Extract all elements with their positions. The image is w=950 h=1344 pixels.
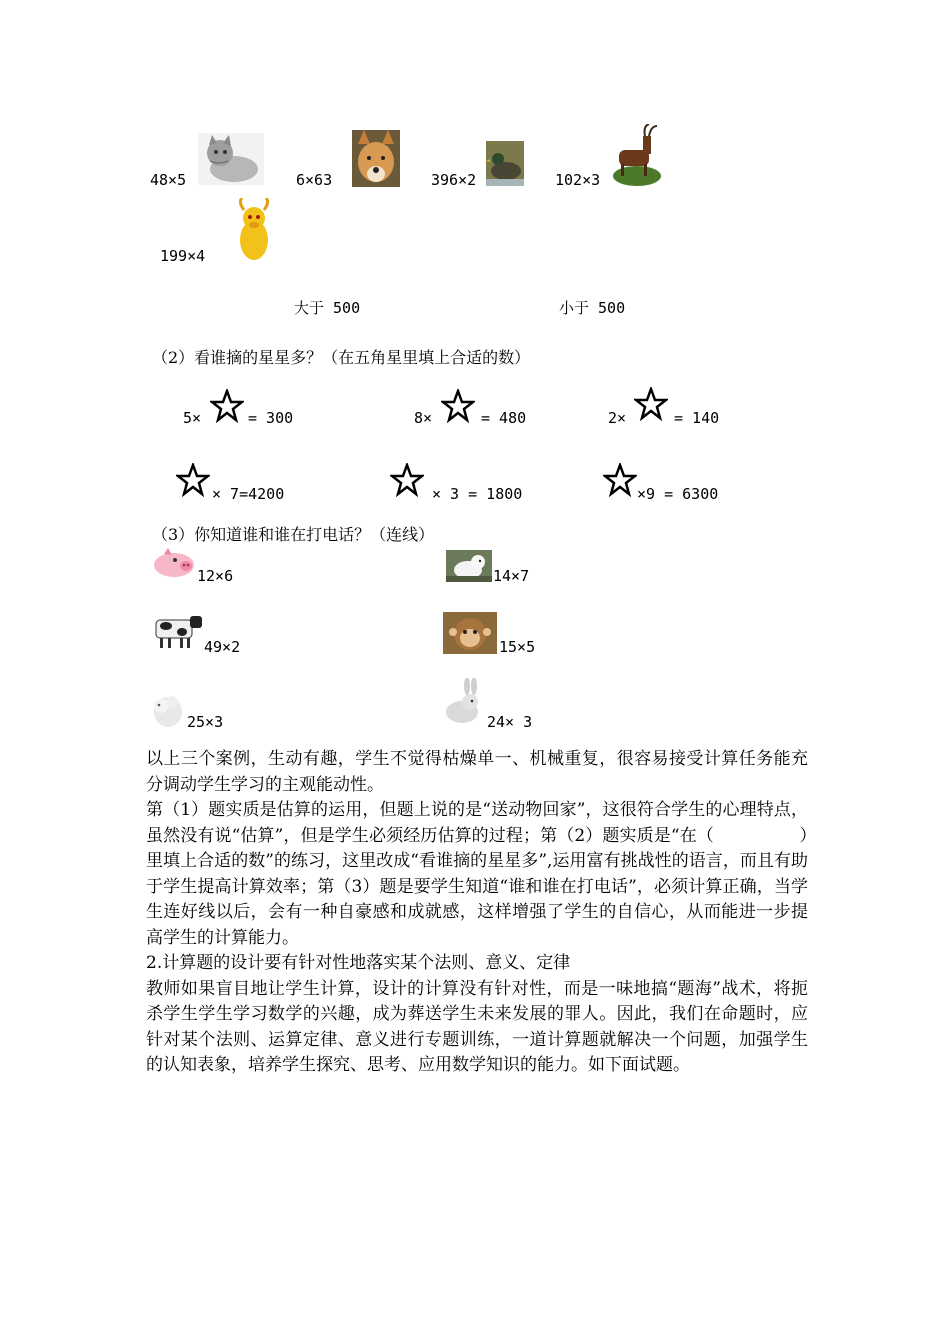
- star-eq-2-left: 8×: [414, 409, 433, 427]
- star-eq-3-left: 2×: [608, 409, 627, 427]
- dog-icon: [352, 130, 400, 187]
- home-greater-than-500: 大于 500: [294, 299, 361, 317]
- star-blank-2[interactable]: [441, 389, 475, 423]
- dog-expression: 6×63: [296, 171, 333, 189]
- goat-expression: 102×3: [555, 171, 601, 189]
- star-blank-6[interactable]: [603, 463, 637, 497]
- cat-expression: 48×5: [150, 171, 187, 189]
- paragraph-design: 教师如果盲目地让学生计算，设计的计算没有针对性，而是一味地搞“题海”战术，将扼杀学生学生学习数学的兴趣，成为葬送学生未来发展的罪人。因此，我们在命题时，应针对某个法则、运算定律、意义进行专题训练，一道计算题就解决一个问题，加强学生的认知表象，培养学生探究、思考、应用数学知识的能力。如下面试题。: [146, 978, 808, 1075]
- pig-icon: [150, 548, 198, 580]
- white-dog-expression[interactable]: 14×7: [493, 567, 530, 585]
- duck-icon: [486, 141, 524, 186]
- white-dog-icon: [446, 550, 492, 582]
- monkey-expression[interactable]: 15×5: [499, 638, 536, 656]
- star-eq-2-right: = 480: [481, 409, 527, 427]
- sheep-icon: [150, 690, 184, 730]
- star-blank-4[interactable]: [176, 463, 210, 497]
- star-blank-3[interactable]: [634, 387, 668, 421]
- monkey-icon: [443, 612, 497, 654]
- cat-icon: [198, 133, 264, 185]
- part2-heading: （2）看谁摘的星星多？（在五角星里填上合适的数）: [152, 348, 531, 367]
- pig-expression[interactable]: 12×6: [197, 567, 234, 585]
- star-eq-1-left: 5×: [183, 409, 202, 427]
- star-eq-6-right: ×9 = 6300: [637, 485, 719, 503]
- body-text: [146, 747, 808, 1079]
- section-heading-2: 2.计算题的设计要有针对性地落实某个法则、意义、定律: [146, 953, 571, 973]
- sheep-expression[interactable]: 25×3: [187, 713, 224, 731]
- star-blank-1[interactable]: [210, 389, 244, 423]
- star-eq-4-right: × 7=4200: [212, 485, 285, 503]
- ox-icon: [236, 198, 272, 266]
- home-less-than-500: 小于 500: [559, 299, 626, 317]
- paragraph-summary: 以上三个案例，生动有趣，学生不觉得枯燥单一、机械重复，很容易接受计算任务能充分调动学生学习的主观能动性。: [146, 749, 808, 795]
- rabbit-icon: [440, 678, 484, 726]
- star-eq-5-right: × 3 = 1800: [432, 485, 523, 503]
- duck-expression: 396×2: [431, 171, 477, 189]
- star-eq-3-right: = 140: [674, 409, 720, 427]
- star-blank-5[interactable]: [390, 463, 424, 497]
- star-eq-1-right: = 300: [248, 409, 294, 427]
- part3-heading: （3）你知道谁和谁在打电话？（连线）: [152, 525, 435, 544]
- rabbit-expression[interactable]: 24× 3: [487, 713, 533, 731]
- paragraph-analysis: 第（1）题实质是估算的运用，但题上说的是“送动物回家”，这很符合学生的心理特点，虽然没有说“估算”，但是学生必须经历估算的过程；第（2）题实质是“在（ ）里填上合适的数”的练习，这里改成“看谁摘的星星多”,运用富有挑战性的语言，而且有助于学生提高计算效率；第（3）题是要学生知道“谁和谁在打电话”，必须计算正确，当学生连好线以后，会有一种自豪感和成就感，这样增强了学生的自信心，从而能进一步提高学生的计算能力。: [146, 800, 808, 948]
- goat-icon: [611, 124, 661, 187]
- ox-expression: 199×4: [160, 247, 206, 265]
- cow-expression[interactable]: 49×2: [204, 638, 241, 656]
- cow-icon: [150, 612, 204, 650]
